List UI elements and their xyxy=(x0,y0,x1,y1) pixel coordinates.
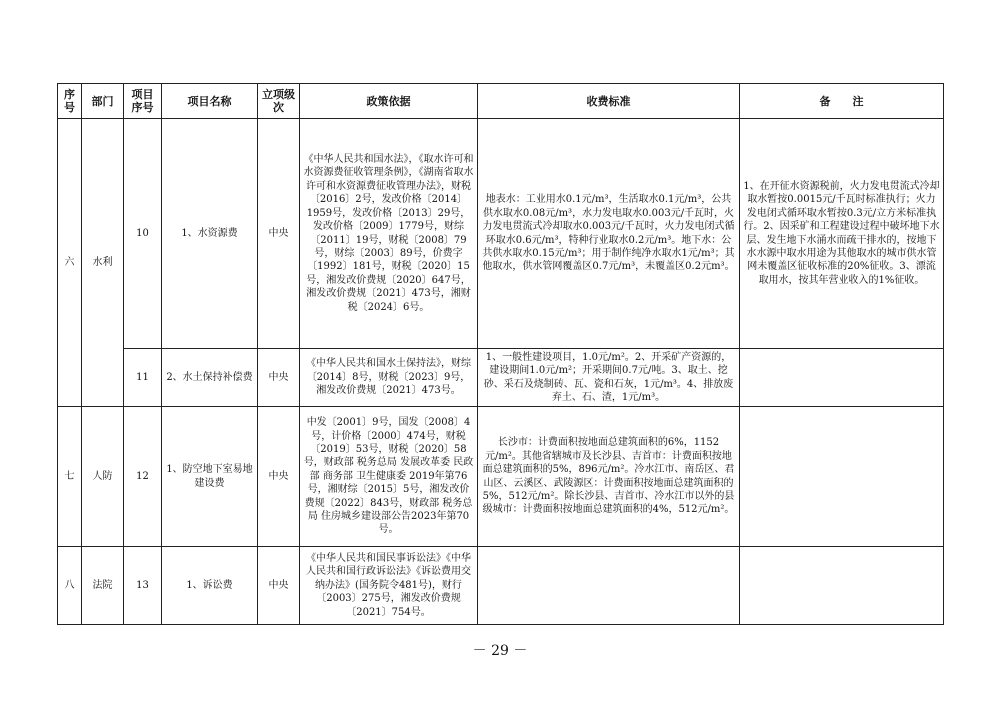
group-seq: 六 xyxy=(58,119,82,407)
header-seq: 序号 xyxy=(58,84,82,119)
header-level: 立项级次 xyxy=(258,84,300,119)
item-seq: 13 xyxy=(124,547,162,625)
standard-cell xyxy=(478,547,740,625)
item-level: 中央 xyxy=(258,547,300,625)
item-seq: 11 xyxy=(124,349,162,407)
header-item-name: 项目名称 xyxy=(162,84,258,119)
item-name: 1、防空地下室易地建设费 xyxy=(162,407,258,547)
page-number: － 29 － xyxy=(472,643,528,659)
remark-cell xyxy=(740,349,944,407)
item-seq: 12 xyxy=(124,407,162,547)
item-name: 2、水土保持补偿费 xyxy=(162,349,258,407)
item-name: 1、水资源费 xyxy=(162,119,258,349)
policy-cell: 中发〔2001〕9号，国发〔2008〕4号，计价格〔2000〕474号，财税〔2019〕53号，财税〔2020〕58号，财政部 税务总局 发展改革委 民政部 商务部 卫生健康委 2019年第76号，湘财综〔2015〕5号，湘发改价费规〔2022〕843号，财政部 税务总局 住房城乡建设部公告2023年第70号。 xyxy=(300,407,478,547)
item-level: 中央 xyxy=(258,349,300,407)
standard-cell: 长沙市：计费面积按地面总建筑面积的6%，1152元/m²。其他省辖城市及长沙县、吉首市：计费面积按地面总建筑面积的5%，896元/m²。冷水江市、南岳区、君山区、云溪区、武陵源区：计费面积按地面总建筑面积的5%，512元/m²。除长沙县、吉首市、冷水江市以外的县级城市：计费面积按地面总建筑面积的4%，512元/m²。 xyxy=(478,407,740,547)
table-row xyxy=(58,349,944,407)
header-remark: 备 注 xyxy=(740,84,944,119)
standard-cell: 地表水：工业用水0.1元/m³，生活取水0.1元/m³，公共供水取水0.08元/m³，水力发电取水0.003元/千瓦时，火力发电贯流式冷却取水0.003元/千瓦时，火力发电闭式循环取水0.6元/m³，特种行业取水0.2元/m³。地下水：公共供水取水0.15元/m³；用于制作纯净水取水1元/m³；其他取水，供水管网覆盖区0.7元/m³，未覆盖区0.2元m³。 xyxy=(478,119,740,349)
remark-cell xyxy=(740,407,944,547)
item-level: 中央 xyxy=(258,407,300,547)
group-seq: 八 xyxy=(58,547,82,625)
group-dept: 法院 xyxy=(82,547,124,625)
policy-cell: 《中华人民共和国水土保持法》，财综〔2014〕8号，财税〔2023〕9号，湘发改价费规〔2021〕473号。 xyxy=(300,349,478,407)
remark-cell: 1、在开征水资源税前，火力发电贯流式冷却取水暂按0.0015元/千瓦时标准执行；火力发电闭式循环取水暂按0.3元/立方米标准执行。2、因采矿和工程建设过程中破坏地下水层、发生地下水涌水而疏干排水的，按地下水水源中取水用途为其他取水的城市供水管网未覆盖区征收标准的20%征收。3、漂流取用水，按其年营业收入的1%征收。 xyxy=(740,119,944,349)
remark-cell xyxy=(740,547,944,625)
item-seq: 10 xyxy=(124,119,162,349)
table-row xyxy=(58,119,944,349)
header-standard: 收费标准 xyxy=(478,84,740,119)
header-policy: 政策依据 xyxy=(300,84,478,119)
standard-cell: 1、一般性建设项目，1.0元/m²。2、开采矿产资源的，建设期间1.0元/m²；开采期间0.7元/吨。3、取土、挖砂、采石及烧制砖、瓦、瓷和石灰，1元/m³。4、排放废弃土、石、渣，1元/m³。 xyxy=(478,349,740,407)
group-dept: 水利 xyxy=(82,119,124,407)
fee-table xyxy=(57,83,944,625)
item-name: 1、诉讼费 xyxy=(162,547,258,625)
table-row xyxy=(58,547,944,625)
header-item-seq: 项目序号 xyxy=(124,84,162,119)
header-row xyxy=(58,84,944,119)
header-dept: 部门 xyxy=(82,84,124,119)
group-seq: 七 xyxy=(58,407,82,547)
policy-cell: 《中华人民共和国民事诉讼法》《中华人民共和国行政诉讼法》《诉讼费用交纳办法》(国务院令481号)，财行〔2003〕275号，湘发改价费规〔2021〕754号。 xyxy=(300,547,478,625)
table-row xyxy=(58,407,944,547)
group-dept: 人防 xyxy=(82,407,124,547)
policy-cell: 《中华人民共和国水法》，《取水许可和水资源费征收管理条例》，《湖南省取水许可和水资源费征收管理办法》，财税〔2016〕2号，发改价格〔2014〕1959号，发改价格〔2013〕29号，发改价格〔2009〕1779号，财综〔2011〕19号，财税〔2008〕79号，财综〔2003〕89号，价费字〔1992〕181号，财税〔2020〕15号，湘发改价费规〔2020〕647号，湘发改价费规〔2021〕473号，湘财税〔2024〕6号。 xyxy=(300,119,478,349)
item-level: 中央 xyxy=(258,119,300,349)
